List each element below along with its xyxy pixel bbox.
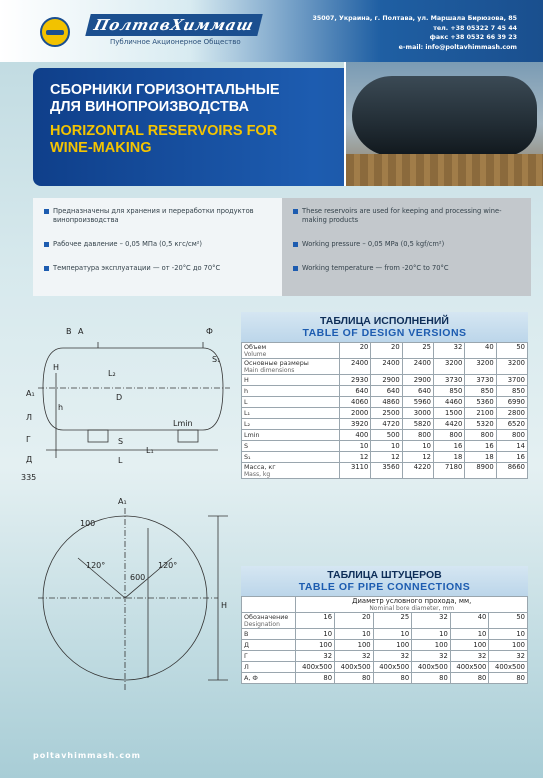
table-cell: 10 xyxy=(296,629,335,640)
table-cell: 3700 xyxy=(496,375,527,386)
table-cell: 100 xyxy=(335,640,374,651)
table-row xyxy=(242,430,528,441)
table-cell: 6520 xyxy=(496,419,527,430)
title-ru-line1: СБОРНИКИ ГОРИЗОНТАЛЬНЫЕ xyxy=(50,82,280,98)
table-cell: 2400 xyxy=(402,359,433,375)
row-label xyxy=(242,375,340,386)
pipe-connections-title-en: TABLE OF PIPE CONNECTIONS xyxy=(298,581,471,593)
feature-ru-item: Предназначены для хранения и переработки продуктов винопроизводства xyxy=(44,207,274,225)
table-cell: 100 xyxy=(296,640,335,651)
label-v: В xyxy=(66,327,72,336)
label-f: Ф xyxy=(206,327,213,336)
row-label-text: Обозначение xyxy=(244,613,289,621)
label-100: 100 xyxy=(80,519,96,528)
label-angle-left: 120° xyxy=(86,561,106,570)
design-versions-header xyxy=(241,312,528,342)
table-cell: 80 xyxy=(489,673,528,684)
table-cell: 80 xyxy=(412,673,451,684)
design-versions-grid xyxy=(241,342,528,479)
row-label-text: L xyxy=(244,398,248,406)
table-cell: 18 xyxy=(465,452,496,463)
table-cell: 80 xyxy=(373,673,412,684)
brand-name: ПолтавХиммаш xyxy=(85,14,262,36)
table-cell: 8900 xyxy=(465,463,496,479)
features-ru xyxy=(33,198,282,296)
table-cell: 3000 xyxy=(402,408,433,419)
table-row xyxy=(242,662,528,673)
label-g: Г xyxy=(26,435,31,444)
table-cell: 400x500 xyxy=(412,662,451,673)
feature-ru-item: Рабочее давление – 0,05 МПа (0,5 кгс/см²) xyxy=(44,240,274,249)
label-a: А xyxy=(78,327,84,336)
table-row xyxy=(242,629,528,640)
label-d: Д xyxy=(26,455,33,464)
label-h-total: H xyxy=(53,363,60,372)
row-label-text: В xyxy=(244,630,249,638)
table-cell: 100 xyxy=(373,640,412,651)
table-cell: 50 xyxy=(489,613,528,629)
row-label xyxy=(242,441,340,452)
table-cell: 14 xyxy=(496,441,527,452)
table-cell: 80 xyxy=(296,673,335,684)
row-label xyxy=(242,397,340,408)
table-cell: 800 xyxy=(465,430,496,441)
footer-website[interactable]: poltavhimmash.com xyxy=(33,751,141,760)
table-cell: 3200 xyxy=(434,359,465,375)
row-label-sub: Mass, kg xyxy=(244,471,271,478)
table-cell: 40 xyxy=(450,613,489,629)
table-cell: 10 xyxy=(335,629,374,640)
label-l2: L₂ xyxy=(108,369,116,378)
table-row xyxy=(242,463,528,479)
table-cell: 7180 xyxy=(434,463,465,479)
table-cell: 32 xyxy=(296,651,335,662)
label-s: S xyxy=(118,437,124,446)
table-cell: 2500 xyxy=(371,408,402,419)
row-label xyxy=(242,673,296,684)
table-cell: 2800 xyxy=(496,408,527,419)
table-cell: 10 xyxy=(402,441,433,452)
table-cell: 18 xyxy=(434,452,465,463)
row-label xyxy=(242,629,296,640)
row-label-text: А, Ф xyxy=(244,674,258,682)
row-label xyxy=(242,419,340,430)
label-diam: D xyxy=(116,393,123,402)
design-versions-table xyxy=(241,312,528,479)
table-cell: 2930 xyxy=(340,375,371,386)
table-cell: 20 xyxy=(371,343,402,359)
feature-ru-item: Температура эксплуатации — от -20°С до 70°С xyxy=(44,264,274,273)
company-logo-icon xyxy=(40,17,70,47)
table-row xyxy=(242,375,528,386)
row-label-text: L₁ xyxy=(244,409,251,417)
table-subhead xyxy=(296,597,528,613)
table-cell: 10 xyxy=(373,629,412,640)
title-ru xyxy=(50,82,280,116)
table-row xyxy=(242,419,528,430)
table-cell: 3200 xyxy=(496,359,527,375)
table-cell: 100 xyxy=(412,640,451,651)
row-label xyxy=(242,430,340,441)
features-en xyxy=(282,198,531,296)
table-cell: 16 xyxy=(496,452,527,463)
table-cell: 50 xyxy=(496,343,527,359)
table-row xyxy=(242,640,528,651)
table-cell: 10 xyxy=(412,629,451,640)
table-cell: 10 xyxy=(340,441,371,452)
table-cell: 32 xyxy=(412,651,451,662)
table-cell: 80 xyxy=(450,673,489,684)
table-cell: 400x500 xyxy=(335,662,374,673)
table-row xyxy=(242,386,528,397)
table-cell: 40 xyxy=(465,343,496,359)
pipe-connections-grid xyxy=(241,596,528,684)
row-label xyxy=(242,408,340,419)
technical-drawing xyxy=(18,318,233,730)
table-subhead-blank xyxy=(242,597,296,613)
table-cell: 5360 xyxy=(465,397,496,408)
row-label xyxy=(242,613,296,629)
table-cell: 5820 xyxy=(402,419,433,430)
table-cell: 8660 xyxy=(496,463,527,479)
table-cell: 5960 xyxy=(402,397,433,408)
table-row xyxy=(242,613,528,629)
table-cell: 32 xyxy=(373,651,412,662)
table-cell: 32 xyxy=(434,343,465,359)
table-cell: 800 xyxy=(434,430,465,441)
pipe-connections-title-ru: ТАБЛИЦА ШТУЦЕРОВ xyxy=(327,569,442,581)
table-subhead-row xyxy=(242,597,528,613)
row-label-text: Г xyxy=(244,652,248,660)
title-en xyxy=(50,123,277,157)
row-label-text: H xyxy=(244,376,249,384)
brand-subtitle: Публичное Акционерное Общество xyxy=(110,38,241,46)
table-cell: 4460 xyxy=(434,397,465,408)
contact-address: 35007, Украина, г. Полтава, ул. Маршала Бирюзова, 85 xyxy=(312,15,517,22)
table-row xyxy=(242,673,528,684)
title-ru-line2: ДЛЯ ВИНОПРОИЗВОДСТВА xyxy=(50,99,249,115)
table-cell: 32 xyxy=(335,651,374,662)
table-cell: 2400 xyxy=(340,359,371,375)
label-len: L xyxy=(118,456,123,465)
label-a1: А₁ xyxy=(26,389,35,398)
row-label xyxy=(242,359,340,375)
skid-image xyxy=(346,154,543,186)
feature-en-item: Working pressure – 0,05 MPa (0,5 kgf/cm²) xyxy=(293,240,523,249)
row-label xyxy=(242,343,340,359)
design-versions-title-en: TABLE OF DESIGN VERSIONS xyxy=(302,327,467,339)
table-cell: 800 xyxy=(402,430,433,441)
product-photo xyxy=(344,62,543,186)
row-label-text: h xyxy=(244,387,249,395)
contacts xyxy=(313,14,518,52)
table-row xyxy=(242,343,528,359)
table-cell: 25 xyxy=(402,343,433,359)
feature-en-item: Working temperature — from -20°C to 70°C xyxy=(293,264,523,273)
table-cell: 4720 xyxy=(371,419,402,430)
table-cell: 10 xyxy=(489,629,528,640)
table-cell: 100 xyxy=(489,640,528,651)
table-cell: 12 xyxy=(371,452,402,463)
label-s1: S₁ xyxy=(212,355,221,364)
table-cell: 2100 xyxy=(465,408,496,419)
label-h-end: H xyxy=(221,601,228,610)
table-cell: 4220 xyxy=(402,463,433,479)
row-label xyxy=(242,452,340,463)
table-cell: 80 xyxy=(335,673,374,684)
table-cell: 3560 xyxy=(371,463,402,479)
row-label-text: S xyxy=(244,442,249,450)
row-label-text: Масса, кг xyxy=(244,463,276,471)
row-label-text: Основные размеры xyxy=(244,359,309,367)
pipe-connections-header xyxy=(241,566,528,596)
table-cell: 32 xyxy=(450,651,489,662)
table-cell: 3110 xyxy=(340,463,371,479)
title-en-line2: WINE-MAKING xyxy=(50,140,152,156)
table-cell: 32 xyxy=(412,613,451,629)
table-cell: 850 xyxy=(496,386,527,397)
label-lmin: Lmin xyxy=(173,419,193,428)
table-cell: 25 xyxy=(373,613,412,629)
row-label-text: Lmin xyxy=(244,431,260,439)
table-row xyxy=(242,651,528,662)
table-cell: 32 xyxy=(489,651,528,662)
table-cell: 16 xyxy=(465,441,496,452)
row-label-sub: Volume xyxy=(244,351,267,358)
table-cell: 4860 xyxy=(371,397,402,408)
table-cell: 16 xyxy=(434,441,465,452)
label-h-small: h xyxy=(58,403,64,412)
label-l: Л xyxy=(26,413,33,422)
table-row xyxy=(242,408,528,419)
label-335: 335 xyxy=(21,473,37,482)
table-cell: 10 xyxy=(371,441,402,452)
row-label xyxy=(242,386,340,397)
table-cell: 20 xyxy=(340,343,371,359)
row-label xyxy=(242,640,296,651)
subhead-ru: Диаметр условного прохода, мм, xyxy=(352,597,472,605)
table-cell: 3730 xyxy=(434,375,465,386)
title-en-line1: HORIZONTAL RESERVOIRS FOR xyxy=(50,123,278,139)
table-cell: 4420 xyxy=(434,419,465,430)
subhead-en: Nominal bore diameter, mm xyxy=(369,605,455,612)
contact-email[interactable]: e-mail: info@poltavhimmash.com xyxy=(398,43,517,51)
table-cell: 400x500 xyxy=(373,662,412,673)
table-cell: 10 xyxy=(450,629,489,640)
table-cell: 5320 xyxy=(465,419,496,430)
table-cell: 400x500 xyxy=(296,662,335,673)
table-cell: 2900 xyxy=(371,375,402,386)
row-label-text: S₁ xyxy=(244,453,251,461)
table-cell: 12 xyxy=(402,452,433,463)
row-label xyxy=(242,662,296,673)
label-l1: L₁ xyxy=(146,446,154,455)
tank-image xyxy=(352,76,537,156)
row-label-text: L₂ xyxy=(244,420,251,428)
table-cell: 2900 xyxy=(402,375,433,386)
table-cell: 640 xyxy=(402,386,433,397)
design-versions-title-ru: ТАБЛИЦА ИСПОЛНЕНИЙ xyxy=(320,315,449,327)
table-cell: 3730 xyxy=(465,375,496,386)
table-cell: 4060 xyxy=(340,397,371,408)
label-angle-right: 120° xyxy=(158,561,178,570)
table-cell: 850 xyxy=(434,386,465,397)
table-cell: 640 xyxy=(340,386,371,397)
table-cell: 3920 xyxy=(340,419,371,430)
table-cell: 1500 xyxy=(434,408,465,419)
table-cell: 400x500 xyxy=(450,662,489,673)
feature-en-item: These reservoirs are used for keeping and processing wine-making products xyxy=(293,207,523,225)
label-a1-end: A₁ xyxy=(118,497,127,506)
row-label-text: Л xyxy=(244,663,249,671)
table-cell: 500 xyxy=(371,430,402,441)
row-label xyxy=(242,463,340,479)
table-row xyxy=(242,359,528,375)
table-cell: 800 xyxy=(496,430,527,441)
table-cell: 16 xyxy=(296,613,335,629)
table-cell: 2400 xyxy=(371,359,402,375)
table-cell: 850 xyxy=(465,386,496,397)
table-cell: 2000 xyxy=(340,408,371,419)
contact-phone: тел. +38 05322 7 45 44 xyxy=(433,24,517,32)
row-label xyxy=(242,651,296,662)
contact-fax: факс +38 0532 66 39 23 xyxy=(429,34,517,41)
table-cell: 400 xyxy=(340,430,371,441)
table-row xyxy=(242,441,528,452)
row-label-text: Объем xyxy=(244,343,267,351)
table-cell: 20 xyxy=(335,613,374,629)
table-cell: 6990 xyxy=(496,397,527,408)
pipe-connections-table xyxy=(241,566,528,684)
table-cell: 640 xyxy=(371,386,402,397)
table-cell: 3200 xyxy=(465,359,496,375)
table-cell: 12 xyxy=(340,452,371,463)
label-600: 600 xyxy=(130,573,146,582)
table-row xyxy=(242,397,528,408)
table-row xyxy=(242,452,528,463)
table-cell: 100 xyxy=(450,640,489,651)
vessel-side-outline xyxy=(43,348,223,430)
table-cell: 400x500 xyxy=(489,662,528,673)
row-label-text: Д xyxy=(244,641,249,649)
row-label-sub: Main dimensions xyxy=(244,367,295,374)
row-label-sub: Designation xyxy=(244,621,280,628)
